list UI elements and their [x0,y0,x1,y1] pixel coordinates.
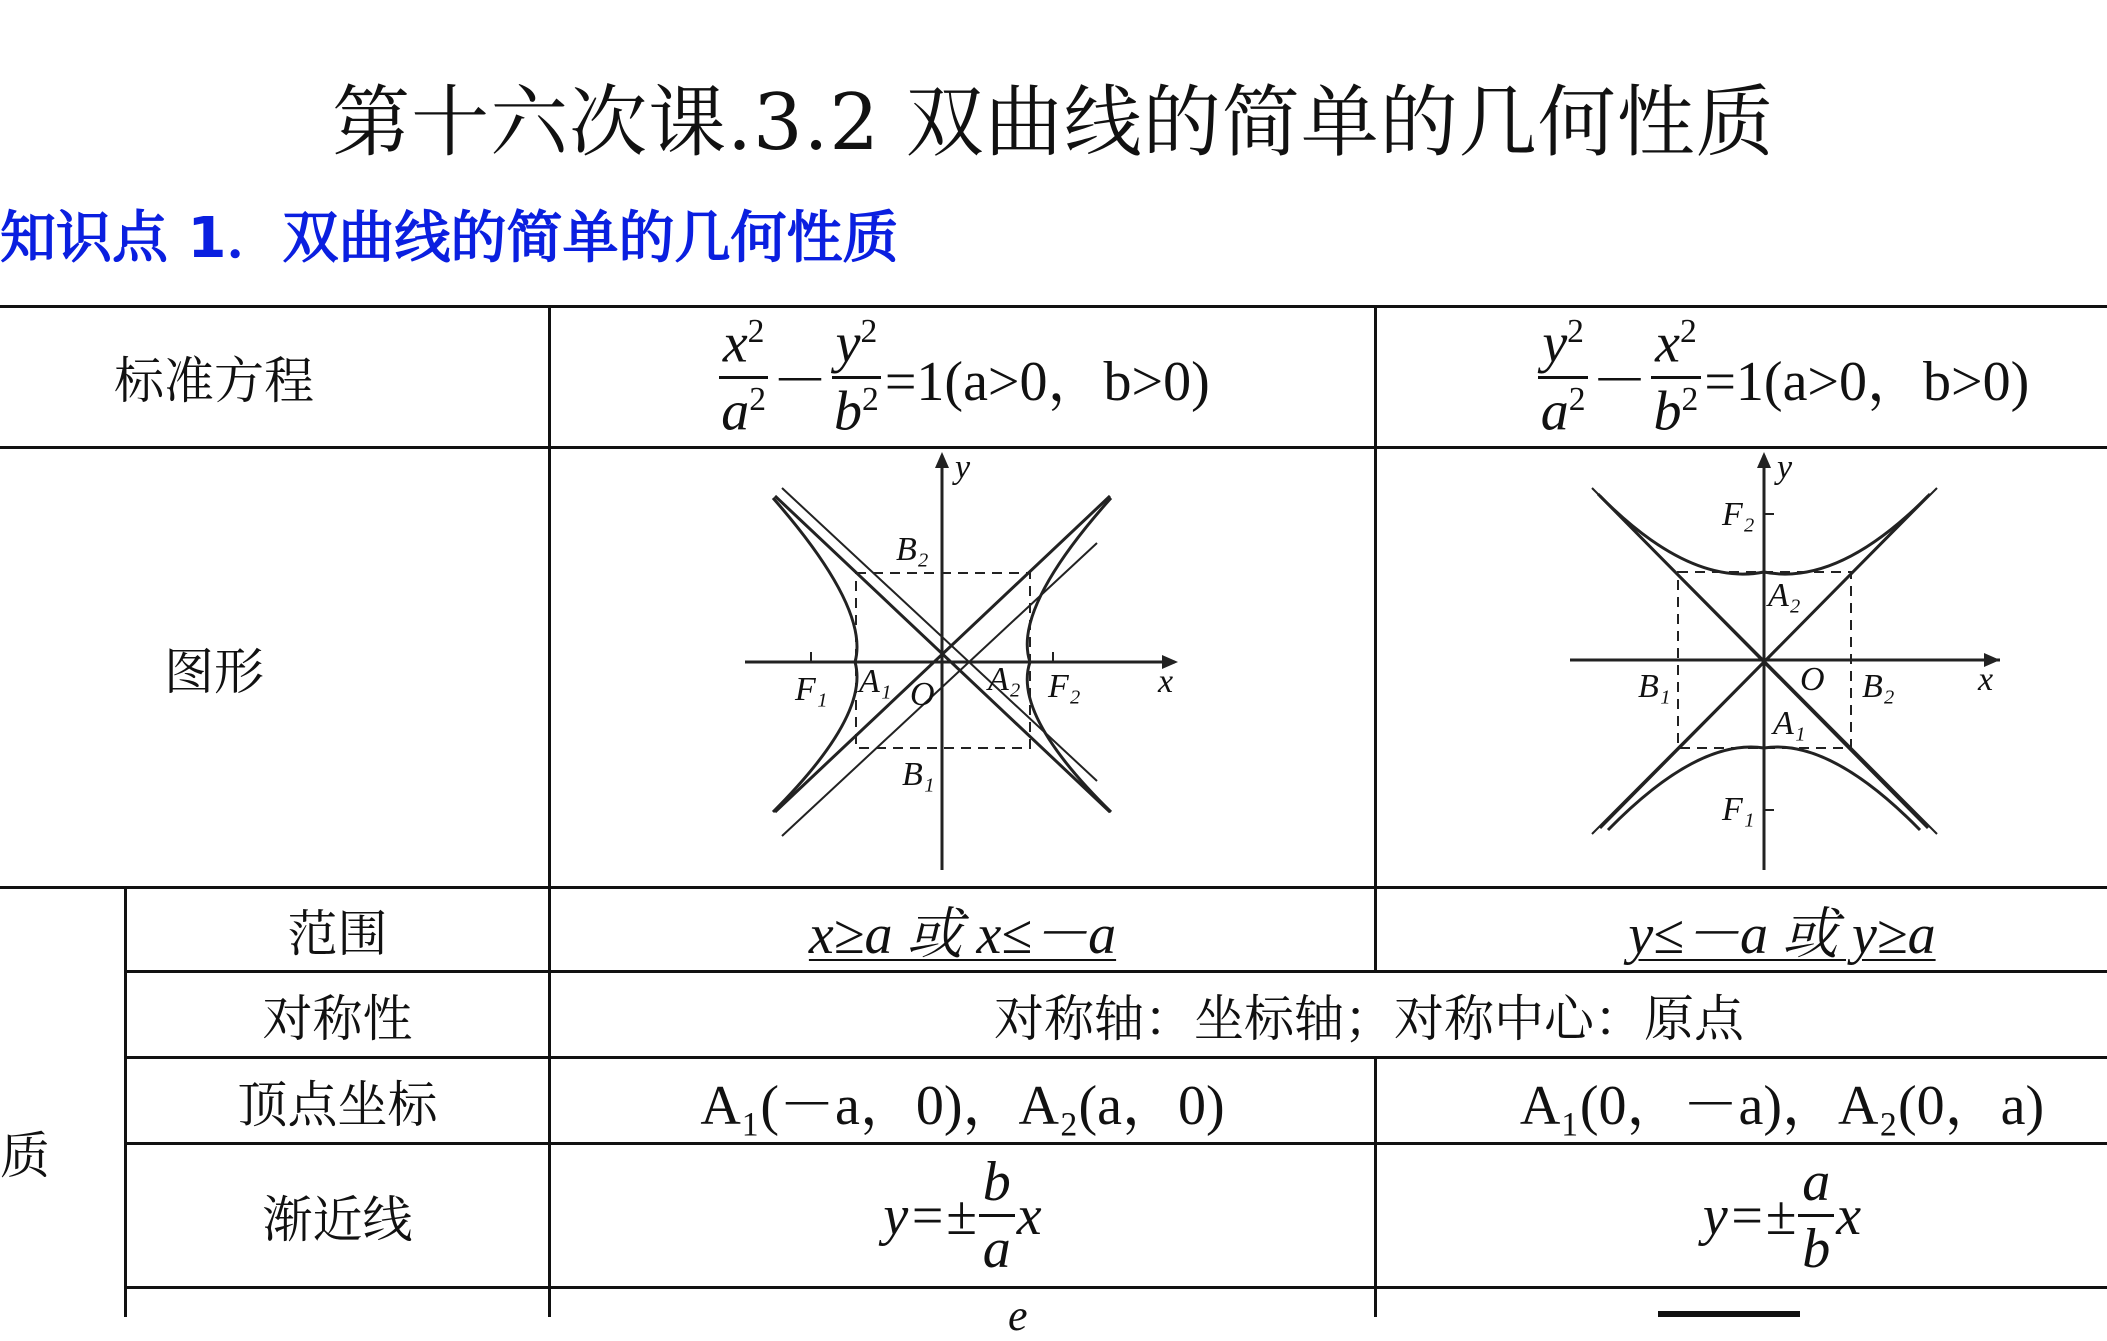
label-a1: A₁ [859,663,892,700]
label-b1: B₁ [1638,668,1671,705]
row-label-figure: 图形 [164,642,264,701]
equation-vertical-hyperbola: $\frac{y^2}{a^2}$ － $\frac{x^2}{b^2}$ =1(a>0，b>0) [1377,308,2107,446]
row-label-symmetry: 对称性 [262,989,413,1048]
label-a2: A₂ [1768,577,1801,614]
axis-label-x: x [1978,661,1994,698]
group-label-properties: 质 [0,1127,50,1185]
label-b1: B₁ [902,756,935,793]
equation-horizontal-hyperbola: $\frac{x^2}{a^2}$ － $\frac{y^2}{b^2}$ =1(a>0，b>0) [551,308,1374,446]
row-label-range: 范围 [287,904,388,963]
symmetry-value: 对称轴：坐标轴；对称中心：原点 [994,989,1744,1048]
axis-label-y: y [955,449,971,486]
axis-label-x: x [1158,663,1174,700]
range-vertical: y≤－a 或 y≥a [1628,903,1936,966]
row-label-asymptote: 渐近线 [262,1190,413,1249]
row-label-vertices: 顶点坐标 [237,1075,438,1134]
range-horizontal: x≥a 或 x≤－a [808,903,1117,966]
partial-black-box [1658,1311,1800,1317]
label-b2: B₂ [1862,668,1895,705]
label-f2: F₂ [1722,496,1755,533]
axis-label-y: y [1777,449,1793,486]
label-f1: F₁ [1722,791,1755,828]
horizontal-hyperbola-diagram [551,449,1374,886]
label-origin: O [910,676,935,713]
label-b2: B₂ [896,531,929,568]
vertices-horizontal: A₁(－a，0)，A₂(a，0) [700,1074,1225,1137]
partial-eccentricity-label: e [1008,1291,1028,1340]
asymptote-vertical: y=± $\frac{a}{b}$ x [1702,1151,1862,1280]
vertices-vertical: A₁(0，－a)，A₂(0，a) [1519,1074,2045,1137]
label-a1: A₁ [1773,705,1806,742]
label-f2: F₂ [1048,668,1081,705]
vertical-hyperbola-diagram [1377,449,2107,886]
table-line [124,1286,2107,1289]
label-f1: F₁ [795,671,828,708]
label-origin: O [1800,661,1825,698]
row-label-standard-equation: 标准方程 [114,352,314,410]
label-a2: A₂ [988,661,1021,698]
section-heading: 知识点 1．双曲线的简单的几何性质 [0,206,899,271]
page-title: 第十六次课.3.2 双曲线的简单的几何性质 [332,78,1775,168]
asymptote-horizontal: y=± $\frac{b}{a}$ x [883,1151,1042,1280]
